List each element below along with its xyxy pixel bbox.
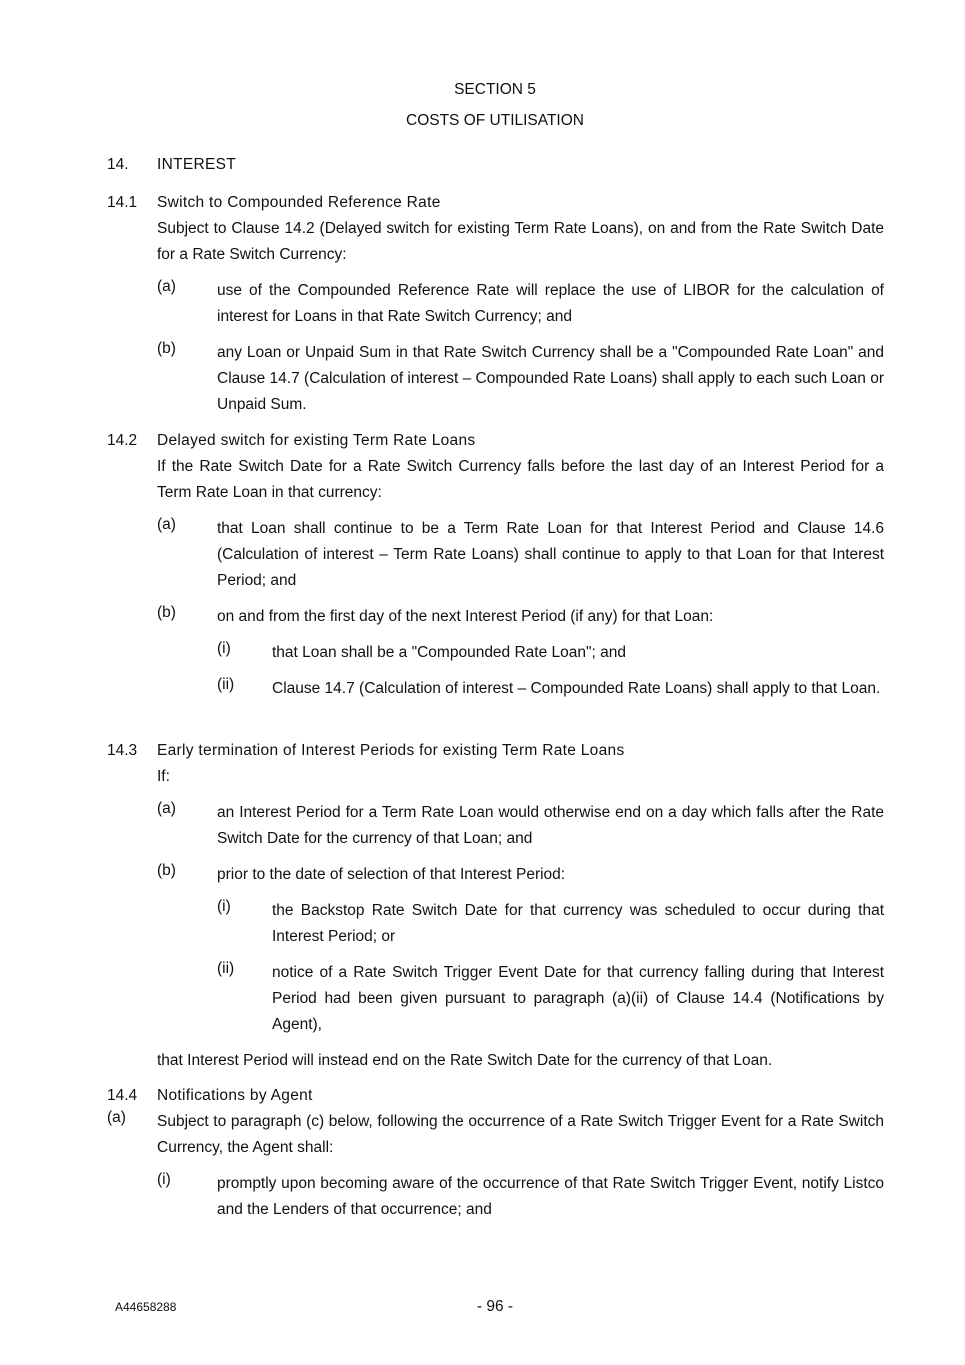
clause-14-4-number: 14.4: [107, 1087, 138, 1104]
clause-14-3-heading: Early termination of Interest Periods for existing Term Rate Loans: [157, 742, 625, 759]
clause-14-2-i-text: that Loan shall be a "Compounded Rate Loan"; and: [272, 644, 626, 661]
clause-14-4-a-label: (a): [107, 1109, 126, 1126]
clause-14-3-i-text: the Backstop Rate Switch Date for that currency was scheduled to occur during that Interest Period; or: [272, 902, 884, 945]
document-id: A44658288: [115, 1300, 177, 1314]
clause-14-2-b-text: on and from the first day of the next Interest Period (if any) for that Loan:: [217, 608, 714, 625]
clause-14-2-number: 14.2: [107, 432, 138, 449]
clause-14-3-i-label: (i): [217, 898, 231, 915]
clause-14-1-b-label: (b): [157, 340, 176, 357]
clause-14-4-i-label: (i): [157, 1171, 171, 1188]
clause-14-2-heading: Delayed switch for existing Term Rate Loans: [157, 432, 476, 449]
clause-14-1-a-text: use of the Compounded Reference Rate will replace the use of LIBOR for the calculation of interest for Loans in that Rate Switch Currency; and: [217, 282, 884, 325]
clause-14-2-a-text: that Loan shall continue to be a Term Rate Loan for that Interest Period and Clause 14.6 (Calculation of interest – Term Rate Loans) shall continue to apply to that Loan for that Interest Period; and: [217, 520, 884, 589]
clause-14-number: 14.: [107, 156, 129, 173]
clause-14-1-number: 14.1: [107, 194, 138, 211]
clause-14-3-closing: that Interest Period will instead end on the Rate Switch Date for the currency of that Loan.: [157, 1052, 773, 1069]
clause-14-3-ii-label: (ii): [217, 960, 235, 977]
clause-14-2-a-label: (a): [157, 516, 176, 533]
section-number: SECTION 5: [454, 81, 536, 98]
clause-14-2-b-label: (b): [157, 604, 176, 621]
clause-14-4-heading: Notifications by Agent: [157, 1087, 313, 1104]
clause-14-4-i-text: promptly upon becoming aware of the occurrence of that Rate Switch Trigger Event, notify Listco and the Lenders of that occurrence; and: [217, 1175, 884, 1218]
clause-14-1-intro: Subject to Clause 14.2 (Delayed switch for existing Term Rate Loans), on and from the Rate Switch Date for a Rate Switch Currency:: [157, 220, 884, 263]
clause-14-2-i-label: (i): [217, 640, 231, 657]
section-title: COSTS OF UTILISATION: [406, 112, 584, 129]
clause-14-3-a-label: (a): [157, 800, 176, 817]
clause-14-1-b-text: any Loan or Unpaid Sum in that Rate Switch Currency shall be a "Compounded Rate Loan" and Clause 14.7 (Calculation of interest – Compounded Rate Loans) shall apply to each such Loan or Unpaid Sum.: [217, 344, 884, 413]
clause-14-3-a-text: an Interest Period for a Term Rate Loan would otherwise end on a day which falls after the Rate Switch Date for the currency of that Loan; and: [217, 804, 884, 847]
clause-14-1-a-label: (a): [157, 278, 176, 295]
clause-14-2-ii-label: (ii): [217, 676, 235, 693]
clause-14-3-intro: If:: [157, 768, 170, 785]
clause-14-4-a-text: Subject to paragraph (c) below, following the occurrence of a Rate Switch Trigger Event for a Rate Switch Currency, the Agent shall:: [157, 1113, 884, 1156]
clause-14-3-ii-text: notice of a Rate Switch Trigger Event Date for that currency falling during that Interest Period had been given pursuant to paragraph (a)(ii) of Clause 14.4 (Notifications by Agent),: [272, 964, 884, 1033]
clause-14-3-b-text: prior to the date of selection of that Interest Period:: [217, 866, 566, 883]
clause-14-3-b-label: (b): [157, 862, 176, 879]
page-number: - 96 -: [476, 1298, 514, 1315]
clause-14-3-number: 14.3: [107, 742, 138, 759]
clause-14-title: INTEREST: [157, 156, 237, 173]
clause-14-1-heading: Switch to Compounded Reference Rate: [157, 194, 441, 211]
clause-14-2-intro: If the Rate Switch Date for a Rate Switch Currency falls before the last day of an Interest Period for a Term Rate Loan in that currency:: [157, 458, 884, 501]
clause-14-2-ii-text: Clause 14.7 (Calculation of interest – Compounded Rate Loans) shall apply to that Loan.: [272, 680, 881, 697]
